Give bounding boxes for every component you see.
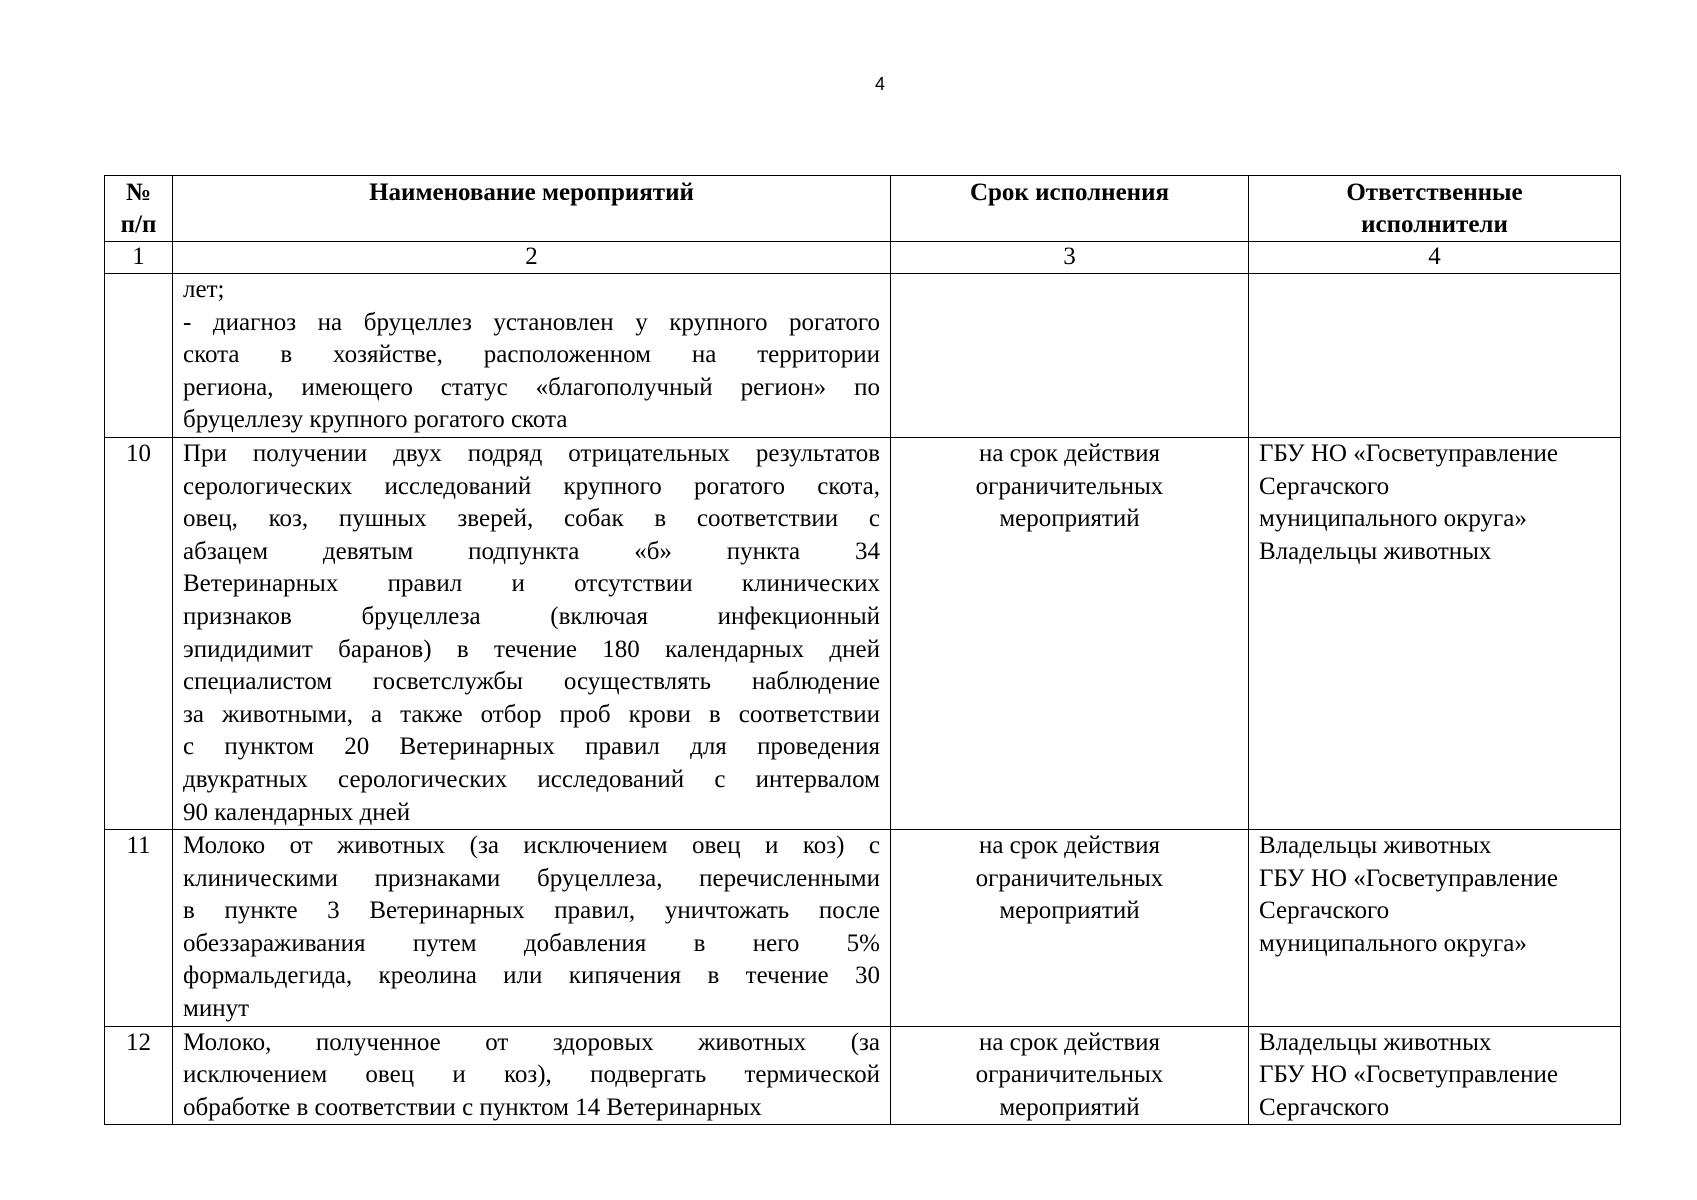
description-line: - диагноз на бруцеллез установлен у крупного рогатого bbox=[183, 308, 880, 336]
description-line: специалистом госветслужбы осуществлять наблюдение bbox=[183, 668, 880, 696]
description-line: с пунктом 20 Ветеринарных правил для проведения bbox=[183, 733, 880, 761]
term-line: мероприятий bbox=[999, 897, 1140, 925]
header-term-line: Срок исполнения bbox=[969, 179, 1170, 206]
description-line: Ветеринарных правил и отсутствии клинических bbox=[183, 570, 880, 598]
description-line: в пункте 3 Ветеринарных правил, уничтожать после bbox=[183, 897, 880, 925]
description-line: минут bbox=[183, 995, 250, 1023]
responsible-executors bbox=[1249, 1026, 1621, 1125]
description-line: эпидидимит баранов) в течение 180 календарных дней bbox=[183, 635, 880, 663]
header-responsible-line-1: Ответственные bbox=[1346, 179, 1523, 206]
row-number bbox=[105, 274, 173, 438]
table-row bbox=[105, 1026, 1621, 1125]
term-line: мероприятий bbox=[999, 1093, 1140, 1121]
description-line: Молоко, полученное от здоровых животных (за bbox=[183, 1028, 880, 1056]
description-line: скота в хозяйстве, расположенном на территории bbox=[183, 341, 880, 369]
description-line: овец, коз, пушных зверей, собак в соответствии с bbox=[183, 505, 880, 533]
row-number: 12 bbox=[105, 1026, 173, 1125]
responsible-line: Сергачского bbox=[1259, 897, 1390, 925]
execution-term bbox=[891, 274, 1249, 438]
header-measures bbox=[173, 176, 891, 242]
responsible-line: ГБУ НО «Госветуправление bbox=[1259, 864, 1558, 892]
responsible-executors bbox=[1249, 830, 1621, 1027]
table-row bbox=[105, 830, 1621, 1027]
header-responsible bbox=[1249, 176, 1621, 242]
description-line: лет; bbox=[183, 276, 225, 303]
description-line: признаков бруцеллеза (включая инфекционный bbox=[183, 602, 880, 630]
description-line: клиническими признаками бруцеллеза, перечисленными bbox=[183, 864, 880, 892]
description-line: исключением овец и коз), подвергать термической bbox=[183, 1061, 880, 1089]
header-measures-line: Наименование мероприятий bbox=[369, 179, 694, 206]
header-number-line-1: № bbox=[125, 179, 152, 206]
term-line: на срок действия bbox=[978, 832, 1161, 860]
table-header-row bbox=[105, 176, 1621, 242]
description-line: 90 календарных дней bbox=[183, 798, 411, 826]
term-line: ограничительных bbox=[975, 864, 1164, 892]
term-line: мероприятий bbox=[999, 505, 1140, 533]
term-line: ограничительных bbox=[975, 1061, 1164, 1089]
header-term bbox=[891, 176, 1249, 242]
header-number-line-2: п/п bbox=[120, 211, 157, 238]
header-number bbox=[105, 176, 173, 242]
execution-term bbox=[891, 830, 1249, 1027]
column-number: 1 bbox=[105, 242, 173, 274]
column-number: 2 bbox=[173, 242, 891, 274]
responsible-line: ГБУ НО «Госветуправление bbox=[1259, 1061, 1558, 1089]
responsible-line: Владельцы животных bbox=[1259, 1028, 1492, 1056]
measure-description bbox=[173, 1026, 891, 1125]
description-line: бруцеллезу крупного рогатого скота bbox=[183, 406, 568, 434]
term-line: ограничительных bbox=[975, 472, 1164, 500]
responsible-line: муниципального округа» bbox=[1259, 929, 1527, 957]
responsible-line: Владельцы животных bbox=[1259, 537, 1492, 565]
description-line: за животными, а также отбор проб крови в соответствии bbox=[183, 700, 880, 728]
description-line: обеззараживания путем добавления в него 5% bbox=[183, 929, 880, 957]
measure-description bbox=[173, 274, 891, 438]
row-number: 11 bbox=[105, 830, 173, 1027]
description-line: обработке в соответствии с пунктом 14 Ветеринарных bbox=[183, 1093, 762, 1121]
description-line: двукратных серологических исследований с интервалом bbox=[183, 765, 880, 793]
description-line: серологических исследований крупного рогатого скота, bbox=[183, 472, 880, 500]
table-row bbox=[105, 274, 1621, 438]
term-line: на срок действия bbox=[978, 439, 1161, 467]
description-line: При получении двух подряд отрицательных результатов bbox=[183, 439, 880, 467]
responsible-executors bbox=[1249, 437, 1621, 829]
responsible-line: муниципального округа» bbox=[1259, 505, 1527, 533]
column-number-row bbox=[105, 242, 1621, 274]
column-number: 3 bbox=[891, 242, 1249, 274]
responsible-executors bbox=[1249, 274, 1621, 438]
responsible-line: Сергачского bbox=[1259, 472, 1390, 500]
description-line: абзацем девятым подпункта «б» пункта 34 bbox=[183, 537, 880, 565]
responsible-line: ГБУ НО «Госветуправление bbox=[1259, 439, 1558, 467]
execution-term bbox=[891, 437, 1249, 829]
column-number: 4 bbox=[1249, 242, 1621, 274]
description-line: Молоко от животных (за исключением овец и коз) с bbox=[183, 832, 880, 860]
execution-term bbox=[891, 1026, 1249, 1125]
description-line: формальдегида, креолина или кипячения в течение 30 bbox=[183, 962, 880, 990]
measure-description bbox=[173, 830, 891, 1027]
table-row bbox=[105, 437, 1621, 829]
page-number: 4 bbox=[874, 74, 885, 94]
measures-table bbox=[104, 175, 1621, 1125]
row-number: 10 bbox=[105, 437, 173, 829]
header-responsible-line-2: исполнители bbox=[1361, 211, 1508, 238]
term-line: на срок действия bbox=[978, 1028, 1161, 1056]
description-line: региона, имеющего статус «благополучный регион» по bbox=[183, 373, 880, 401]
measure-description bbox=[173, 437, 891, 829]
responsible-line: Сергачского bbox=[1259, 1093, 1390, 1121]
responsible-line: Владельцы животных bbox=[1259, 832, 1492, 860]
